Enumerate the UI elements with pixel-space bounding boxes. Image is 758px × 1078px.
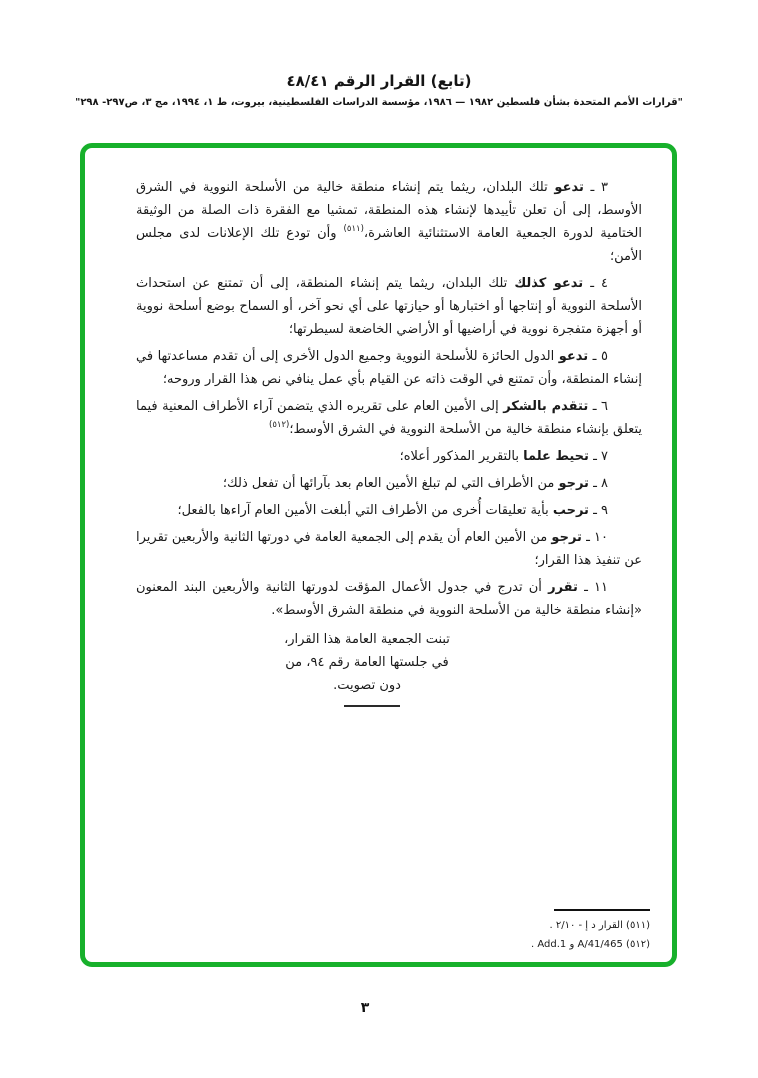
footnote-reference: (٥١١) (343, 224, 364, 234)
paragraph-text: من الأمين العام أن يقدم إلى الجمعية العامة في دورتها الثانية والأربعين تقريرا عن تنفيذ هذا القرار؛ (136, 530, 642, 568)
paragraph-text: تلك البلدان، ريثما يتم إنشاء منطقة خالية من الأسلحة النووية في الشرق الأوسط، إلى أن تعلن تأييدها لإنشاء هذه المنطقة، تمشيا مع الفقرة ذات الصلة من الوثيقة الختامية لدورة الجمعية العامة الاستثنائية العاشرة، (136, 180, 643, 241)
resolution-paragraph (136, 445, 642, 468)
resolution-paragraph (136, 472, 642, 495)
operative-verb: تدعو (558, 349, 589, 364)
resolution-paragraphs (136, 176, 642, 622)
resolution-paragraph (136, 176, 642, 268)
resolution-paragraph (136, 345, 642, 391)
page-number: ٣ (360, 1000, 370, 1016)
footnotes-block (531, 909, 650, 954)
operative-verb: تحيط علما (523, 449, 589, 464)
operative-verb: ترجو (551, 530, 582, 545)
footnote-reference: (٥١٢) (269, 420, 290, 430)
resolution-paragraph (136, 499, 642, 522)
end-divider (344, 705, 400, 707)
resolution-paragraph (136, 272, 642, 341)
page-header (0, 72, 758, 108)
resolution-text-column (136, 176, 642, 707)
operative-verb: تقرر (548, 580, 578, 595)
footnote-list (531, 916, 650, 954)
source-citation: "قرارات الأمم المتحدة بشأن فلسطين ١٩٨٢ — ١٩٨٦، مؤسسة الدراسات الفلسطينية، بيروت، ط ١، ١٩٩٤، مج ٣، ص٢٩٧- ٢٩٨" (75, 97, 683, 108)
paragraph-text: أن تدرج في جدول الأعمال المؤقت لدورتها الثانية والأربعين البند المعنون «إنشاء منطقة خالية من الأسلحة النووية في منطقة الشرق الأوسط». (136, 580, 642, 618)
operative-verb: تدعو (554, 180, 584, 195)
resolution-paragraph (136, 395, 642, 441)
paragraph-text: بالتقرير المذكور أعلاه؛ (399, 449, 524, 464)
paragraph-text: ٨ ـ (588, 476, 608, 491)
resolution-paragraph (136, 526, 642, 572)
paragraph-text: الدول الحائزة للأسلحة النووية وجميع الدول الأخرى إلى أن تقدم مساعدتها في إنشاء المنطقة، وأن تمتنع في الوقت ذاته عن القيام بأي عمل ينافي نص هذا القرار وروحه؛ (136, 349, 642, 387)
paragraph-text: ٩ ـ (588, 503, 608, 518)
operative-verb: ترجو (558, 476, 589, 491)
document-box (80, 143, 677, 967)
paragraph-text: إلى الأمين العام على تقريره الذي يتضمن آراء الأطراف المعنية فيما يتعلق بإنشاء منطقة خالية من الأسلحة النووية في الشرق الأوسط؛ (136, 399, 642, 437)
paragraph-text: ٥ ـ (588, 349, 608, 364)
paragraph-text: ٤ ـ (583, 276, 608, 291)
paragraph-text: ١١ ـ (577, 580, 608, 595)
resolution-paragraph (136, 576, 642, 622)
operative-verb: تدعو كذلك (514, 276, 584, 291)
paragraph-text: بأية تعليقات أُخرى من الأطراف التي أبلغت الأمين العام آراءها بالفعل؛ (177, 503, 553, 518)
operative-verb: تتقدم بالشكر (503, 399, 589, 414)
adoption-note-line: دون تصويت. (333, 678, 401, 693)
paragraph-text: وأن تودع تلك الإعلانات لدى مجلس الأمن؛ (136, 226, 642, 264)
footnote: (٥١١) القرار د إ - ٢/١٠ . (549, 920, 650, 931)
paragraph-text: من الأطراف التي لم تبلغ الأمين العام بعد بآرائها أن تفعل ذلك؛ (222, 476, 559, 491)
paragraph-text: ٧ ـ (588, 449, 608, 464)
adoption-note-line: تبنت الجمعية العامة هذا القرار، (284, 632, 450, 647)
footnote: (٥١٢) A/41/465 و Add.1 . (531, 939, 650, 950)
footnote-separator (554, 909, 650, 911)
paragraph-text: ١٠ ـ (581, 530, 608, 545)
operative-verb: ترحب (552, 503, 589, 518)
adoption-note (262, 628, 472, 697)
paragraph-text: تلك البلدان، ريثما يتم إنشاء المنطقة، إلى أن تمتنع عن استحداث الأسلحة النووية أو إنتاجها أو اختبارها أو حيازتها على أي نحو آخر، أو السماح بوضع أسلحة نووية أو أجهزة متفجرة نووية في أراضيها أو الأراضي الخاضعة لسيطرتها؛ (136, 276, 642, 337)
adoption-note-line: في جلستها العامة رقم ٩٤، من (285, 655, 449, 670)
paragraph-text: ٦ ـ (588, 399, 608, 414)
paragraph-text: ٣ ـ (583, 180, 609, 195)
page-title: (تابع) القرار الرقم ٤٨/٤١ (286, 72, 472, 90)
